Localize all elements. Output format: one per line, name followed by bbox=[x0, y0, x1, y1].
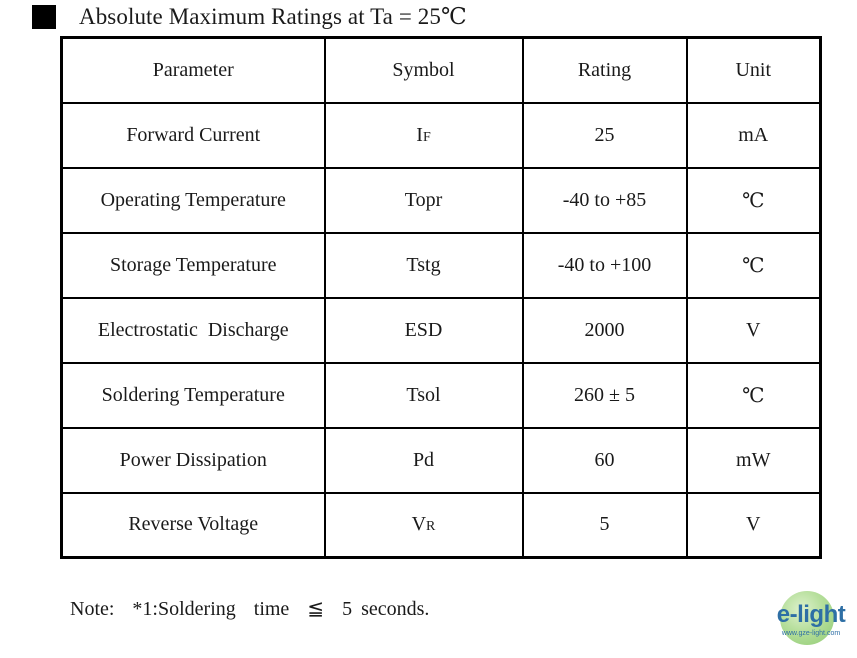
unit-cell: ℃ bbox=[687, 233, 821, 298]
rating-cell: -40 to +85 bbox=[523, 168, 687, 233]
parameter-cell: Power Dissipation bbox=[62, 428, 325, 493]
section-heading bbox=[32, 3, 467, 31]
symbol-cell bbox=[325, 233, 523, 298]
unit-cell: V bbox=[687, 493, 821, 558]
ratings-table bbox=[60, 36, 822, 559]
logo-url: www.gze-light.com bbox=[781, 630, 841, 637]
table-header-row bbox=[62, 38, 821, 103]
header-symbol: Symbol bbox=[325, 38, 523, 103]
logo-wordmark: e-light bbox=[776, 601, 846, 628]
header-unit: Unit bbox=[687, 38, 821, 103]
symbol-subscript: R bbox=[426, 519, 436, 535]
section-title: Absolute Maximum Ratings at Ta = 25℃ bbox=[79, 4, 467, 29]
symbol-cell bbox=[325, 493, 523, 558]
symbol-main: Pd bbox=[412, 448, 435, 471]
parameter-cell: Electrostatic Discharge bbox=[62, 298, 325, 363]
table-row bbox=[62, 363, 821, 428]
parameter-cell: Reverse Voltage bbox=[62, 493, 325, 558]
symbol-subscript: F bbox=[422, 129, 431, 145]
symbol-cell bbox=[325, 428, 523, 493]
footnote: Note: *1:Soldering time ≦ 5 seconds. bbox=[70, 598, 430, 620]
rating-cell: 25 bbox=[523, 103, 687, 168]
rating-cell: 60 bbox=[523, 428, 687, 493]
unit-cell: ℃ bbox=[687, 363, 821, 428]
header-parameter: Parameter bbox=[62, 38, 325, 103]
symbol-main: I bbox=[416, 123, 423, 146]
table-row bbox=[62, 233, 821, 298]
symbol-cell bbox=[325, 103, 523, 168]
symbol-main: Tstg bbox=[406, 253, 441, 276]
symbol-cell bbox=[325, 298, 523, 363]
parameter-cell: Forward Current bbox=[62, 103, 325, 168]
header-rating: Rating bbox=[523, 38, 687, 103]
e-light-logo bbox=[770, 589, 852, 647]
square-bullet-icon bbox=[32, 5, 56, 29]
symbol-main: V bbox=[411, 513, 427, 536]
unit-cell: mA bbox=[687, 103, 821, 168]
parameter-cell: Operating Temperature bbox=[62, 168, 325, 233]
table-row bbox=[62, 103, 821, 168]
rating-cell: 260 ± 5 bbox=[523, 363, 687, 428]
rating-cell: 2000 bbox=[523, 298, 687, 363]
symbol-main: ESD bbox=[404, 318, 443, 341]
parameter-cell: Soldering Temperature bbox=[62, 363, 325, 428]
parameter-cell: Storage Temperature bbox=[62, 233, 325, 298]
symbol-main: Tsol bbox=[406, 383, 441, 406]
table-row bbox=[62, 428, 821, 493]
rating-cell: -40 to +100 bbox=[523, 233, 687, 298]
unit-cell: mW bbox=[687, 428, 821, 493]
table-row bbox=[62, 493, 821, 558]
unit-cell: V bbox=[687, 298, 821, 363]
symbol-cell bbox=[325, 363, 523, 428]
symbol-main: Topr bbox=[404, 188, 443, 211]
unit-cell: ℃ bbox=[687, 168, 821, 233]
table-row bbox=[62, 298, 821, 363]
rating-cell: 5 bbox=[523, 493, 687, 558]
table-row bbox=[62, 168, 821, 233]
symbol-cell bbox=[325, 168, 523, 233]
